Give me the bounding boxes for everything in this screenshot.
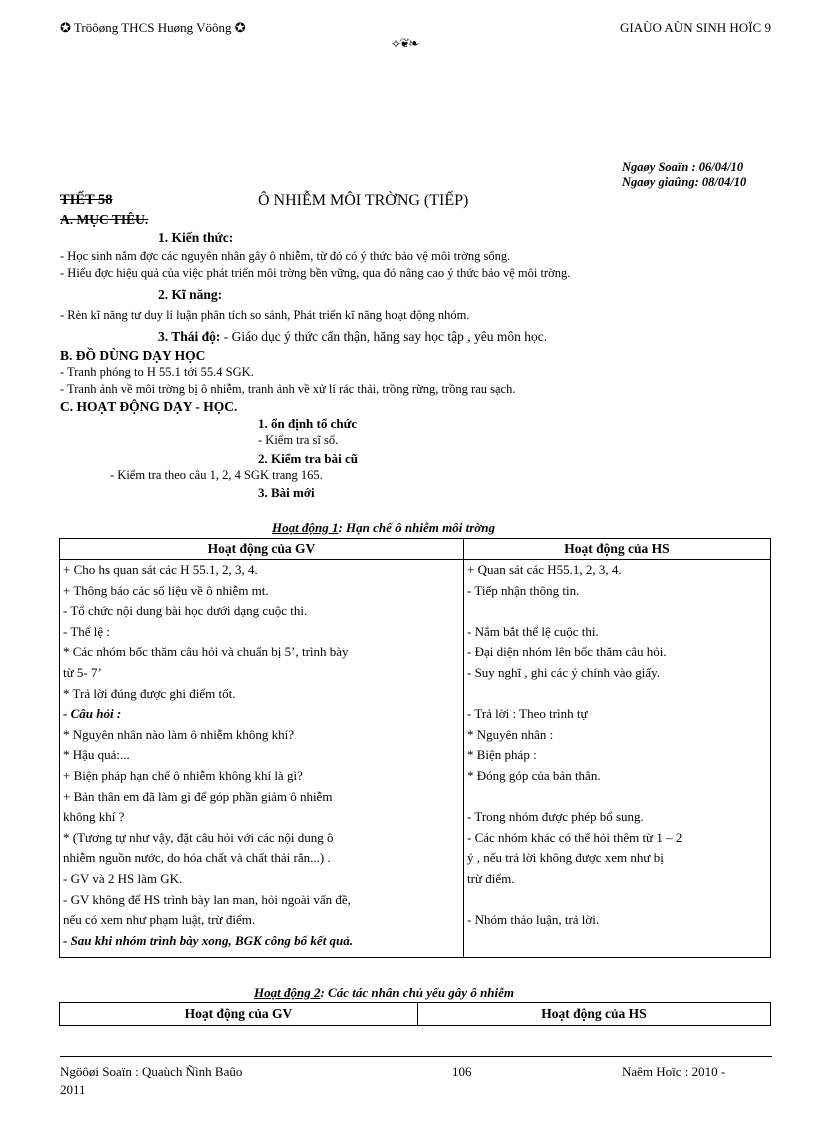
bai-moi-heading: 3. Bài mới — [258, 485, 315, 500]
activity1-gv-line: + Biện pháp hạn chế ô nhiễm không khí là gì? — [63, 767, 303, 783]
activity1-gv-line: - Sau khi nhóm trình bày xong, BGK công bố kết quả. — [63, 932, 354, 948]
activity-1-col-gv: Hoạt động của GV — [60, 539, 464, 560]
thai-do-line: 3. Thái độ: - Giáo dục ý thức cẩn thận, hăng say học tập , yêu môn học. — [158, 329, 548, 344]
kien-thuc-line-2: - Hiểu đợc hiệu quả của việc phát triển môi trờng bền vững, qua đó nâng cao ý thức bảo vệ môi trờng. — [60, 266, 571, 280]
activity1-hs-line: trừ điểm. — [467, 870, 515, 886]
kien-thuc-line-1: - Học sinh nắm đợc các nguyên nhân gây ô nhiễm, từ đó có ý thức bảo vệ môi trờng sống. — [60, 249, 511, 263]
ktbc-heading: 2. Kiểm tra bài cũ — [258, 451, 359, 466]
activity1-hs-line: - Trong nhóm được phép bổ sung. — [467, 809, 644, 825]
si-so-line: - Kiểm tra sĩ số. — [258, 433, 339, 447]
activity1-gv-line: * Trả lời đúng được ghi điểm tốt. — [63, 685, 236, 701]
activity1-gv-line: nhiễm nguồn nước, do hóa chất và chất thải rắn...) . — [63, 850, 331, 866]
activity1-gv-line: từ 5- 7’ — [63, 664, 102, 680]
date-giang: Ngaøy giaûng: 08/04/10 — [622, 175, 747, 189]
activity-2-table — [59, 1002, 771, 1026]
activity1-hs-line: * Nguyên nhân : — [467, 726, 554, 742]
on-dinh-heading: 1. ổn định tổ chức — [258, 416, 358, 431]
activity1-gv-line: * Nguyên nhân nào làm ô nhiễm không khí? — [63, 726, 295, 742]
ktbc-line: - Kiểm tra theo câu 1, 2, 4 SGK trang 165. — [110, 468, 323, 482]
ki-nang-line: - Rèn kĩ năng tư duy lí luận phân tích so sánh, Phát triển kĩ năng hoạt động nhóm. — [60, 308, 470, 322]
activity1-hs-line: - Suy nghĩ , ghi các ý chính vào giấy. — [467, 664, 661, 680]
activity1-gv-line: + Thông báo các số liệu về ô nhiễm mt. — [63, 582, 269, 598]
activity1-gv-line: nếu có xem như phạm luật, trừ điểm. — [63, 912, 256, 928]
section-b-line-1: - Tranh phóng to H 55.1 tới 55.4 SGK. — [60, 365, 254, 379]
activity1-hs-line: + Quan sát các H55.1, 2, 3, 4. — [467, 562, 622, 577]
activity1-gv-line: - GV không để HS trình bày lan man, hỏi ngoài vấn đề, — [63, 891, 351, 907]
activity-1-table — [59, 538, 771, 958]
activity-1-hs-cell — [464, 560, 771, 958]
activity1-gv-line: - Tổ chức nội dung bài học dưới dạng cuộc thi. — [63, 603, 308, 619]
activity1-gv-line: * (Tương tự như vậy, đặt câu hỏi với các nội dung ô — [63, 829, 334, 845]
activity1-hs-line — [467, 601, 767, 622]
activity1-gv-line: không khí ? — [63, 809, 125, 825]
ki-nang-heading: 2. Kĩ năng: — [158, 287, 223, 302]
activity1-hs-line: - Nắm bắt thể lệ cuộc thi. — [467, 623, 599, 639]
activity1-gv-line: + Cho hs quan sát các H 55.1, 2, 3, 4. — [63, 562, 258, 577]
activity1-hs-line: * Đóng góp của bản thân. — [467, 767, 601, 783]
section-c-title: C. HOẠT ĐỘNG DẠY - HỌC. — [60, 399, 238, 414]
activity1-gv-line: - Câu hỏi : — [63, 706, 122, 722]
header-ornament: ⟡❦❧ — [392, 36, 419, 50]
footer-divider — [60, 1056, 772, 1057]
activity1-hs-line: - Trả lời : Theo trình tự — [467, 706, 588, 722]
activity1-hs-line: * Biện pháp : — [467, 747, 537, 763]
activity1-gv-line: * Các nhóm bốc thăm câu hỏi và chuẩn bị 5’, trình bày — [63, 644, 349, 660]
activity1-gv-line: - Thể lệ : — [63, 623, 111, 639]
activity1-hs-line: - Nhóm thảo luận, trả lời. — [467, 912, 600, 928]
section-b-title: B. ĐỒ DÙNG DẠY HỌC — [60, 348, 206, 363]
header-school: ✪ Tröôøng THCS Huøng Vöông ✪ — [60, 20, 246, 35]
activity-2-col-gv: Hoạt động của GV — [60, 1003, 418, 1026]
activity1-gv-line: - GV và 2 HS làm GK. — [63, 870, 183, 886]
activity1-gv-line: + Bản thân em đã làm gì để góp phần giảm ô nhiễm — [63, 788, 333, 804]
footer-page-number: 106 — [452, 1064, 472, 1079]
footer-school-year-end: 2011 — [60, 1082, 86, 1097]
header-subject: GIAÙO AÙN SINH HOÏC 9 — [620, 20, 771, 35]
activity-1-col-hs: Hoạt động của HS — [464, 539, 771, 560]
activity1-hs-line — [467, 684, 767, 705]
activity-2-col-hs: Hoạt động của HS — [418, 1003, 771, 1026]
section-a-title: A. MỤC TIÊU. — [60, 212, 149, 227]
kien-thuc-heading: 1. Kiến thức: — [158, 230, 234, 245]
activity1-hs-line — [467, 890, 767, 911]
lesson-title: Ô NHIỄM MÔI TRỜNG (TIẾP) — [258, 192, 469, 209]
activity1-hs-line: - Tiếp nhận thông tin. — [467, 582, 580, 598]
activity-1-gv-cell — [60, 560, 464, 958]
section-b-line-2: - Tranh ảnh về môi trờng bị ô nhiễm, tranh ảnh về xử lí rác thải, trồng rừng, trồng rau sạch. — [60, 382, 516, 396]
activity1-hs-line: ý , nếu trả lời không được xem như bị — [467, 850, 664, 866]
activity1-hs-line: - Đại diện nhóm lên bốc thăm câu hỏi. — [467, 644, 667, 660]
activity1-gv-line: * Hậu quả:... — [63, 747, 130, 763]
activity1-hs-line: - Các nhóm khác có thể hỏi thêm từ 1 – 2 — [467, 829, 683, 845]
activity1-hs-line — [467, 787, 767, 808]
footer-school-year: Naêm Hoïc : 2010 - — [622, 1064, 726, 1079]
lesson-number: TIẾT 58 — [60, 192, 113, 208]
footer-author: Ngöôøi Soaïn : Quaùch Ñình Baûo — [60, 1064, 243, 1079]
activity-2-title: Hoạt động 2: Các tác nhân chủ yếu gây ô nhiễm — [254, 985, 515, 1000]
date-soan: Ngaøy Soaïn : 06/04/10 — [622, 160, 744, 174]
activity-1-title: Hoạt động 1: Hạn chế ô nhiễm môi trờng — [272, 520, 495, 535]
